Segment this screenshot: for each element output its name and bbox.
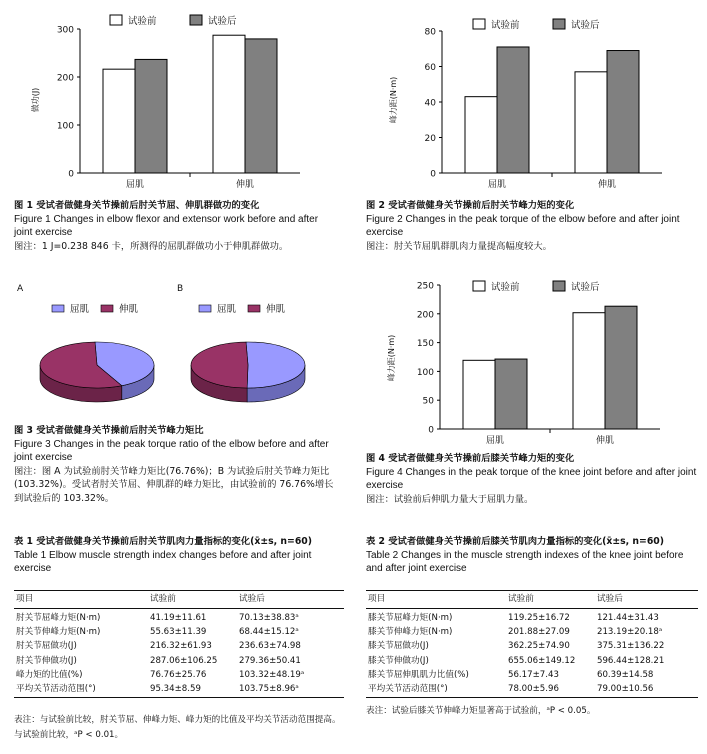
caption-en: Figure 1 Changes in elbow flexor and extensor work before and after joint exercise [14,213,319,238]
y-tick-label: 80 [424,27,436,38]
figure-4-legend [473,281,600,293]
table-cell-after: 试验后 [597,594,623,604]
table-row [366,611,698,625]
y-tick-label: 0 [68,169,74,180]
table-2-note: 表注：试验后膝关节伸峰力矩显著高于试验前，ᵃP < 0.05。 [366,706,596,716]
bar-before [463,360,495,429]
table-cell-item: 平均关节活动范围(°) [16,684,96,694]
panel-b-label: B [177,284,184,294]
table-cell-after: 60.39±14.58 [597,669,654,680]
table-header-row [14,592,344,606]
y-tick-label: 300 [56,25,74,36]
table-cell-after: 70.13±38.83ᵃ [239,613,299,623]
table-cell-after: 121.44±31.43 [597,613,659,623]
bar-after [245,39,277,173]
caption-zh: 图 1 受试者做健身关节操前后肘关节屈、伸肌群做功的变化 [14,200,260,211]
x-tick-label: 伸肌 [595,436,615,446]
x-tick-label: 伸肌 [235,180,255,190]
table-cell-before: 78.00±5.96 [508,684,559,694]
legend-ext-swatch [248,305,260,312]
table-title-zh: 表 1 受试者做健身关节操前后肘关节肌肉力量指标的变化(x̄±s, n=60) [14,536,312,547]
table-cell-item: 项目 [368,594,386,604]
legend-after-label: 试验后 [571,20,600,31]
figure-note: 图注：肘关节屈肌群肌肉力量提高幅度较大。 [366,240,552,252]
figure-1-chart [0,0,340,195]
table-1 [14,590,344,710]
table-header-row [366,592,698,606]
table-2-title [366,535,698,576]
table-cell-after: 213.19±20.18ᵃ [597,627,663,638]
panel-a-legend [52,303,139,315]
table-cell-after: 68.44±15.12ᵃ [239,627,299,638]
table-cell-item: 肘关节伸做功(J) [16,655,77,666]
table-cell-before: 655.06±149.12 [508,655,576,666]
table-cell-before: 287.06±106.25 [150,655,218,666]
caption-en: Figure 3 Changes in the peak torque ratio of the elbow before and after joint exercise [14,438,329,463]
legend-before-swatch [473,19,485,29]
y-tick-label: 200 [416,310,434,321]
table-cell-before: 95.34±8.59 [150,684,201,694]
figure-note: 图注：试验前后伸肌力量大于屈肌力量。 [366,493,534,505]
table-row [14,625,344,639]
figure-4-caption [366,452,698,506]
bar-before [103,69,135,173]
table-cell-item: 膝关节伸峰力矩(N·m) [368,627,453,638]
y-tick-label: 20 [424,134,436,144]
table-rule [366,697,698,698]
table-cell-before: 41.19±11.61 [150,613,207,623]
panel-b-legend [199,303,286,315]
legend-before-swatch [473,281,485,291]
pie-chart-a [40,342,154,402]
figure-1-plot [57,26,300,191]
legend-before-swatch [110,15,122,25]
table-cell-before: 201.88±27.09 [508,627,570,638]
y-tick-label: 0 [430,169,436,180]
table-cell-item: 膝关节屈峰力矩(N·m) [368,613,453,623]
legend-flex-label: 屈肌 [70,304,90,315]
table-row [14,668,344,682]
bar-after [135,59,167,173]
table-cell-item: 膝关节屈伸肌肌力比值(%) [368,669,469,680]
figure-4-plot [417,282,660,447]
legend-flex-label: 屈肌 [217,304,237,315]
table-cell-before: 76.76±25.76 [150,669,207,680]
table-rule [366,590,698,591]
table-row [366,668,698,682]
legend-flex-swatch [52,305,64,312]
y-tick-label: 40 [424,98,436,109]
table-1-note: 表注：与试验前比较，肘关节屈、伸峰力矩、峰力矩的比值及平均关节活动范围提高。与试验前比较，ᵃP < 0.01。 [14,715,341,740]
table-row [14,682,344,696]
legend-before-label: 试验前 [491,20,520,31]
table-title-en: Table 1 Elbow muscle strength index changes before and after joint exercise [14,549,312,574]
table-row [14,611,344,625]
table-cell-after: 103.75±8.96ᵃ [239,684,299,694]
figure-1-legend [110,15,237,27]
caption-en: Figure 2 Changes in the peak torque of the elbow before and after joint exercise [366,213,680,238]
table-cell-item: 项目 [16,594,34,604]
bar-before [465,97,497,173]
table-cell-before: 试验前 [150,594,176,604]
bar-before [575,72,607,173]
table-cell-after: 103.32±48.19ᵃ [239,669,305,680]
legend-ext-label: 伸肌 [119,304,139,315]
y-tick-label: 100 [56,121,74,132]
bar-after [497,47,529,173]
y-tick-label: 60 [424,63,436,73]
table-rule [14,697,344,698]
figure-4-chart [360,270,707,450]
bar-after [495,359,527,429]
y-axis-label: 峰力距(N·m) [389,76,398,124]
legend-ext-swatch [101,305,113,312]
figure-1-caption [14,199,339,253]
y-tick-label: 150 [416,339,434,350]
x-tick-label: 屈肌 [125,180,145,190]
table-cell-before: 216.32±61.93 [150,641,212,652]
table-cell-after: 试验后 [239,594,265,604]
caption-en: Figure 4 Changes in the peak torque of the knee joint before and after joint exercise [366,466,697,491]
table-row [366,682,698,696]
table-cell-after: 236.63±74.98 [239,641,301,652]
table-rule [14,590,344,591]
figure-2-caption [366,199,698,253]
y-axis-label: 峰力距(N·m) [387,334,396,382]
table-rule [14,608,344,609]
table-cell-item: 膝关节伸做功(J) [368,655,429,666]
table-row [366,639,698,653]
legend-flex-swatch [199,305,211,312]
table-cell-before: 56.17±7.43 [508,669,559,680]
table-cell-item: 峰力矩的比值(%) [16,669,83,680]
figure-2-chart [360,0,707,195]
table-cell-after: 596.44±128.21 [597,655,665,666]
y-tick-label: 100 [416,367,434,378]
table-cell-item: 肘关节屈做功(J) [16,641,77,652]
legend-after-swatch [553,19,565,29]
y-tick-label: 200 [56,73,74,84]
table-cell-item: 膝关节屈做功(J) [368,641,429,652]
table-cell-after: 79.00±10.56 [597,684,654,694]
table-cell-item: 肘关节伸峰力矩(N·m) [16,627,101,638]
table-row [366,625,698,639]
table-cell-item: 平均关节活动范围(°) [368,684,448,694]
legend-after-label: 试验后 [571,282,600,293]
table-row [14,654,344,668]
caption-zh: 图 4 受试者做健身关节操前后膝关节峰力矩的变化 [366,453,575,464]
caption-zh: 图 2 受试者做健身关节操前后肘关节峰力矩的变化 [366,200,575,211]
table-cell-before: 362.25±74.90 [508,641,570,652]
table-1-title [14,535,344,576]
legend-after-swatch [553,281,565,291]
bar-after [607,51,639,173]
x-tick-label: 屈肌 [487,180,507,190]
table-cell-before: 试验前 [508,594,534,604]
y-tick-label: 50 [422,396,434,407]
figure-note: 图注：1 J=0.238 846 卡，所测得的屈肌群做功小于伸肌群做功。 [14,240,289,252]
legend-after-label: 试验后 [208,16,237,27]
table-title-en: Table 2 Changes in the muscle strength indexes of the knee joint before and after joint exercise [366,549,684,574]
bar-before [573,313,605,429]
figure-note: 图注：图 A 为试验前肘关节峰力矩比(76.76%)；B 为试验后肘关节峰力矩比(103.32%)。受试者肘关节屈、伸肌群的峰力矩比，由试验前的 76.76%增长到试验后的 103.32%。 [14,465,334,504]
bar-before [213,35,245,173]
table-cell-after: 375.31±136.22 [597,641,665,652]
table-cell-before: 119.25±16.72 [508,613,570,623]
table-row [366,654,698,668]
panel-a-label: A [17,284,24,294]
y-tick-label: 0 [428,425,434,436]
table-cell-after: 279.36±50.41 [239,655,301,666]
legend-before-label: 试验前 [491,282,520,293]
pie-chart-b [191,342,305,402]
bar-after [605,306,637,429]
y-tick-label: 250 [416,281,434,292]
table-row [14,639,344,653]
legend-before-label: 试验前 [128,16,157,27]
caption-zh: 图 3 受试者做健身关节操前后肘关节峰力矩比 [14,425,204,436]
figure-2-plot [425,28,662,191]
legend-ext-label: 伸肌 [266,304,286,315]
table-rule [366,608,698,609]
y-axis-label: 做功(J) [31,87,40,113]
x-tick-label: 屈肌 [485,436,505,446]
figure-2-legend [473,19,600,31]
table-2 [366,590,698,710]
table-cell-before: 55.63±11.39 [150,627,207,638]
legend-after-swatch [190,15,202,25]
figure-3-caption [14,424,339,505]
figure-3-chart [0,280,340,420]
x-tick-label: 伸肌 [597,180,617,190]
table-cell-item: 肘关节屈峰力矩(N·m) [16,613,101,623]
table-title-zh: 表 2 受试者做健身关节操前后膝关节肌肉力量指标的变化(x̄±s, n=60) [366,536,664,547]
